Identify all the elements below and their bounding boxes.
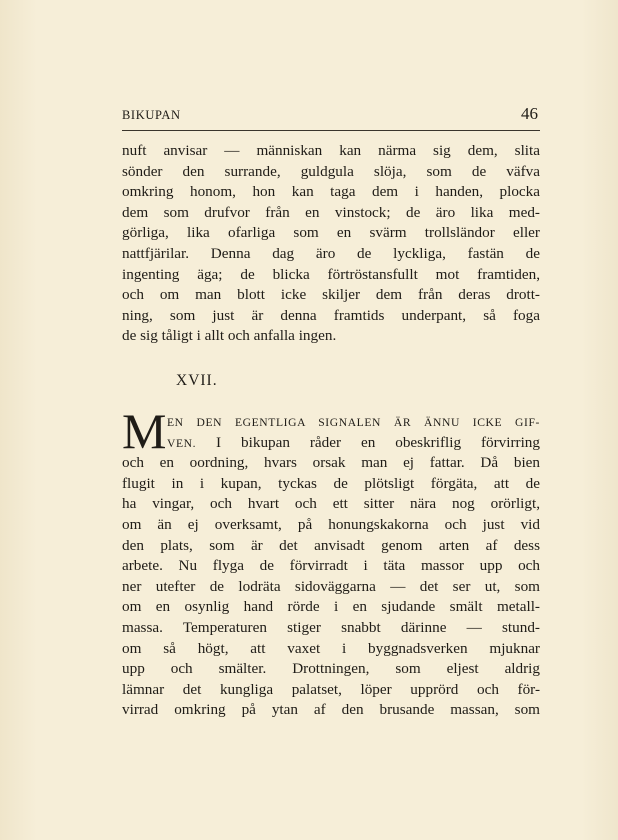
text-line: och en oordning, hvars orsak man ej fattar. Då bien (122, 454, 540, 472)
smallcaps-opening: EN DEN EGENTLIGA SIGNALEN ÄR ÄNNU ICKE GIF- (167, 416, 540, 429)
text-line: ning, som just är denna framtids underpant, så foga (122, 306, 540, 324)
text-line (167, 433, 540, 454)
text-line: den plats, som är det anvisadt genom arten af dess (122, 536, 540, 554)
text-line-smallcaps (167, 412, 540, 433)
smallcaps-word: VEN. (167, 436, 197, 450)
text-line: om än ej overksamt, på honungskakorna och just vid (122, 515, 540, 533)
chapter-paragraph (122, 403, 540, 721)
page-header (122, 102, 540, 131)
text-line: flugit in i kupan, tyckas de plötsligt förgäta, att de (122, 474, 540, 492)
text-line: dem som drufvor från en vinstock; de äro lika med- (122, 203, 540, 221)
text-line: om så högt, att vaxet i byggnadsverken mjuknar (122, 639, 540, 657)
chapter-heading: XVII. (176, 372, 218, 389)
text-line: ner utefter de lodräta sidoväggarna — det ser ut, som (122, 577, 540, 595)
text-line: de sig tåligt i allt och anfalla ingen. (122, 327, 337, 345)
running-title: BIKUPAN (122, 108, 181, 122)
text-line: arbete. Nu flyga de förvirradt i täta massor upp och (122, 557, 540, 575)
text-line: sönder den surrande, guldgula slöja, som de väfva (122, 162, 540, 180)
text-line: omkring honom, hon kan taga dem i handen, plocka (122, 183, 540, 201)
text-line: massa. Temperaturen stiger snabbt därinne — stund- (122, 618, 540, 636)
text-line: nattfjärilar. Denna dag äro de lyckliga, fastän de (122, 244, 540, 262)
text-line: görliga, lika ofarliga som en svärm trollsländor eller (122, 224, 540, 242)
text-line: lämnar det kungliga palatset, löper upprörd och för- (122, 680, 540, 698)
paragraph-continued (122, 141, 540, 347)
text-line: ha vingar, och hvart och ett sitter nära nog orörligt, (122, 495, 540, 513)
drop-cap: M (122, 403, 167, 459)
text-line: upp och smälter. Drottningen, som eljest aldrig (122, 660, 540, 678)
text-line: ingenting äga; de blicka förtröstansfullt mot framtiden, (122, 265, 540, 283)
page-number: 46 (521, 104, 538, 123)
text-fragment: I bikupan råder en obeskriflig förvirring (196, 433, 540, 451)
text-line: virrad omkring på ytan af den brusande massan, som (122, 701, 540, 719)
text-line: om en osynlig hand rörde i en sjudande smält metall- (122, 598, 540, 616)
text-line: och om man blott icke skiljer dem från deras drott- (122, 286, 540, 304)
text-line: nuft anvisar — människan kan närma sig dem, slita (122, 142, 540, 159)
